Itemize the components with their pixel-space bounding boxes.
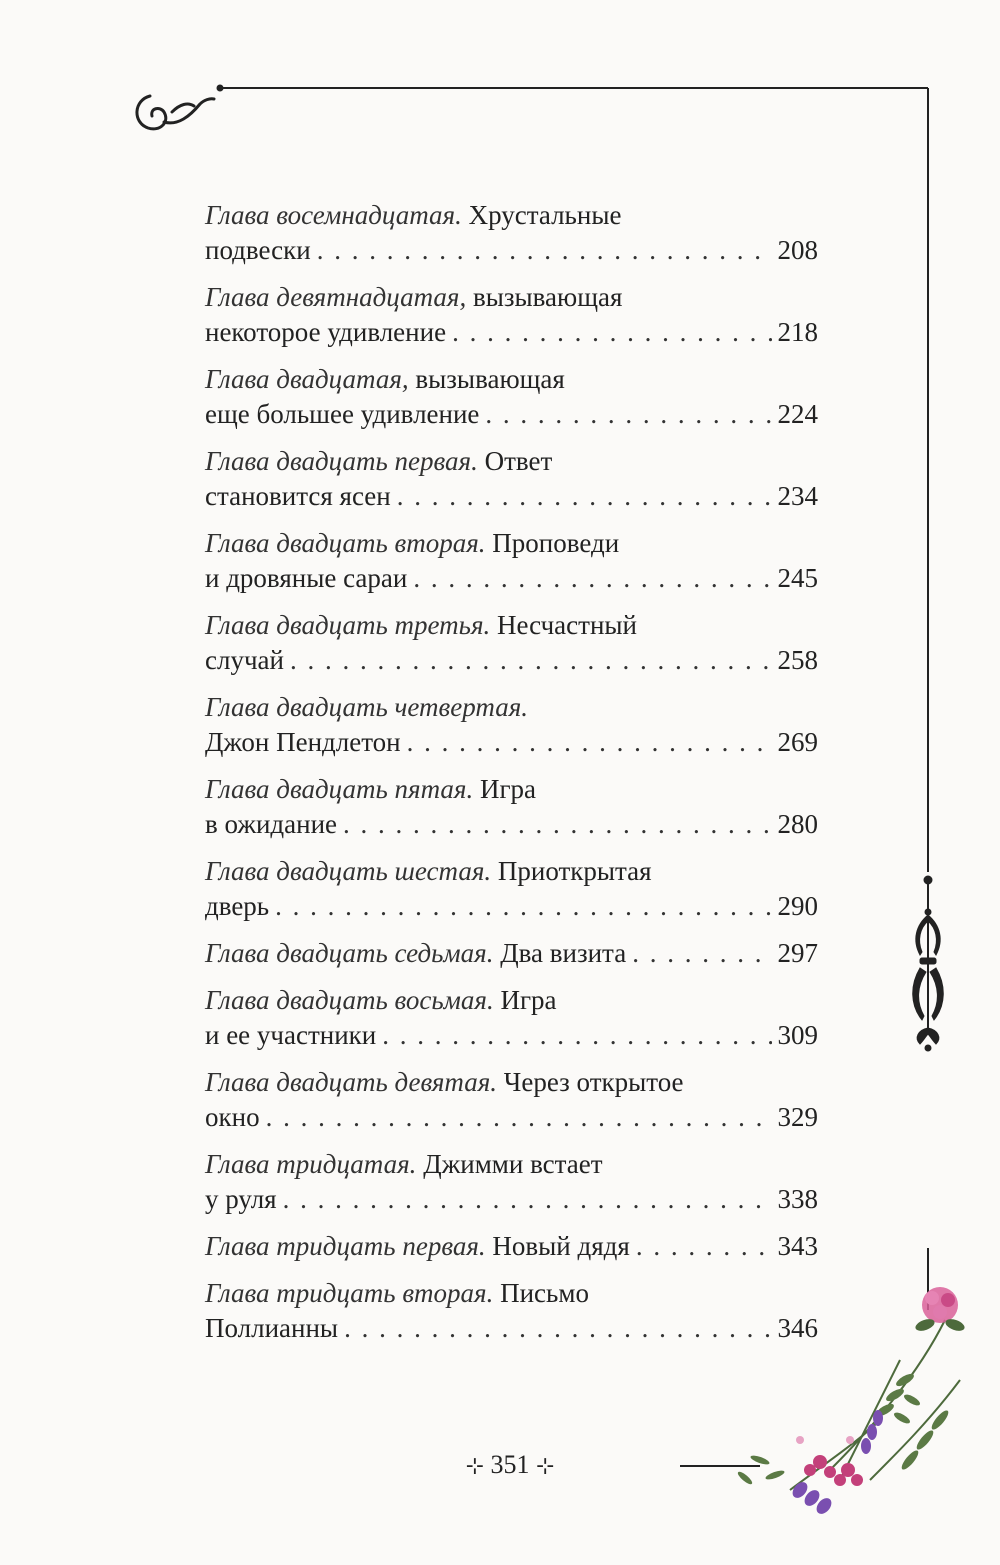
page-ref: 218 xyxy=(777,317,818,347)
leader-dots xyxy=(283,1182,772,1217)
leader-dots xyxy=(397,479,772,514)
leader-dots xyxy=(636,1229,772,1264)
chapter-title: Игра xyxy=(479,774,537,804)
chapter-title-cont: Поллианны xyxy=(205,1313,339,1343)
chapter-label: Глава восемнадцатая. xyxy=(205,200,462,230)
chapter-title: Игра xyxy=(500,985,557,1015)
vertical-ornament-icon xyxy=(913,876,944,1051)
leader-dots xyxy=(275,889,771,924)
chapter-title: Джимми встает xyxy=(423,1149,603,1179)
page-ref: 329 xyxy=(777,1102,818,1132)
page-ref: 224 xyxy=(777,399,818,429)
chapter-title: вызывающая xyxy=(472,282,623,312)
page-number-value: 351 xyxy=(490,1450,530,1479)
toc-entry[interactable] xyxy=(205,772,818,842)
chapter-label: Глава двадцать первая. xyxy=(205,446,478,476)
page-ref: 297 xyxy=(777,938,818,968)
toc-entry[interactable] xyxy=(205,983,818,1053)
leader-dots xyxy=(344,1311,771,1346)
page-ref: 258 xyxy=(777,645,818,675)
toc-entry[interactable] xyxy=(205,526,818,596)
page-ref: 280 xyxy=(777,809,818,839)
chapter-title-cont: в ожидание xyxy=(205,809,338,839)
chapter-label: Глава двадцать девятая. xyxy=(205,1067,498,1097)
chapter-label: Глава тридцать вторая. xyxy=(205,1278,494,1308)
chapter-label: Глава двадцать восьмая. xyxy=(205,985,494,1015)
page-ref: 346 xyxy=(777,1313,818,1343)
chapter-label: Глава двадцать шестая. xyxy=(205,856,492,886)
page-ref: 208 xyxy=(777,235,818,265)
chapter-title: вызывающая xyxy=(415,364,565,394)
leader-dots xyxy=(632,936,771,971)
toc-entry[interactable] xyxy=(205,854,818,924)
toc-entry[interactable] xyxy=(205,608,818,678)
page-ref: 343 xyxy=(777,1231,818,1261)
chapter-title: Новый дядя xyxy=(492,1231,630,1261)
leader-dots xyxy=(485,397,771,432)
chapter-title: Хрустальные xyxy=(468,200,622,230)
page-ref: 290 xyxy=(777,891,818,921)
chapter-label: Глава двадцать пятая. xyxy=(205,774,474,804)
page-ref: 234 xyxy=(777,481,818,511)
chapter-title: Два визита xyxy=(500,938,627,968)
leader-dots xyxy=(452,315,771,350)
left-ornament-icon: ⊹ xyxy=(465,1453,484,1478)
toc-entry[interactable] xyxy=(205,1276,818,1346)
toc-entry[interactable] xyxy=(205,362,818,432)
leader-dots xyxy=(407,725,772,760)
leader-dots xyxy=(266,1100,772,1135)
leader-dots xyxy=(382,1018,771,1053)
leader-dots xyxy=(317,233,772,268)
toc-entry[interactable] xyxy=(205,444,818,514)
toc-entry[interactable] xyxy=(205,1065,818,1135)
chapter-title-cont: некоторое удивление xyxy=(205,317,447,347)
chapter-label: Глава двадцатая, xyxy=(205,364,409,394)
chapter-title-cont: и ее участники xyxy=(205,1020,377,1050)
page-ref: 269 xyxy=(777,727,818,757)
toc-entry[interactable] xyxy=(205,1147,818,1217)
chapter-title-cont: дверь xyxy=(205,891,270,921)
chapter-title: Несчастный xyxy=(497,610,637,640)
page-ref: 338 xyxy=(777,1184,818,1214)
chapter-label: Глава тридцатая. xyxy=(205,1149,417,1179)
clover-flower-icon xyxy=(914,1287,966,1333)
chapter-title-cont: становится ясен xyxy=(205,481,391,511)
toc-entry[interactable] xyxy=(205,690,818,760)
chapter-title: Ответ xyxy=(484,446,553,476)
page-ref: 245 xyxy=(777,563,818,593)
chapter-title: Через открытое xyxy=(503,1067,684,1097)
page-ref: 309 xyxy=(777,1020,818,1050)
chapter-title: Письмо xyxy=(500,1278,589,1308)
chapter-label: Глава двадцать третья. xyxy=(205,610,491,640)
chapter-title-cont: окно xyxy=(205,1102,260,1132)
swirl-flourish-icon xyxy=(137,96,214,129)
toc-entry[interactable] xyxy=(205,936,818,971)
chapter-label: Глава двадцать седьмая. xyxy=(205,938,494,968)
chapter-title-cont: Джон Пендлетон xyxy=(205,727,401,757)
chapter-label: Глава двадцать вторая. xyxy=(205,528,486,558)
chapter-title-cont: случай xyxy=(205,645,284,675)
chapter-label: Глава девятнадцатая, xyxy=(205,282,467,312)
chapter-title: Проповеди xyxy=(492,528,620,558)
chapter-title-cont: еще большее удивление xyxy=(205,399,480,429)
chapter-title-cont: у руля xyxy=(205,1184,277,1214)
lavender-icon xyxy=(790,1410,883,1517)
chapter-label: Глава двадцать четвертая. xyxy=(205,692,529,722)
right-ornament-icon: ⊹ xyxy=(536,1453,555,1478)
toc-entry[interactable] xyxy=(205,198,818,268)
leader-dots xyxy=(290,643,772,678)
chapter-title-cont: подвески xyxy=(205,235,311,265)
leader-dots xyxy=(343,807,771,842)
chapter-label: Глава тридцать первая. xyxy=(205,1231,486,1261)
toc-entry[interactable] xyxy=(205,280,818,350)
leader-dots xyxy=(413,561,771,596)
chapter-title: Приоткрытая xyxy=(497,856,652,886)
small-flowers-icon xyxy=(796,1436,863,1486)
chapter-title-cont: и дровяные сараи xyxy=(205,563,408,593)
table-of-contents xyxy=(205,198,818,1358)
page-number xyxy=(445,1450,575,1480)
toc-entry[interactable] xyxy=(205,1229,818,1264)
